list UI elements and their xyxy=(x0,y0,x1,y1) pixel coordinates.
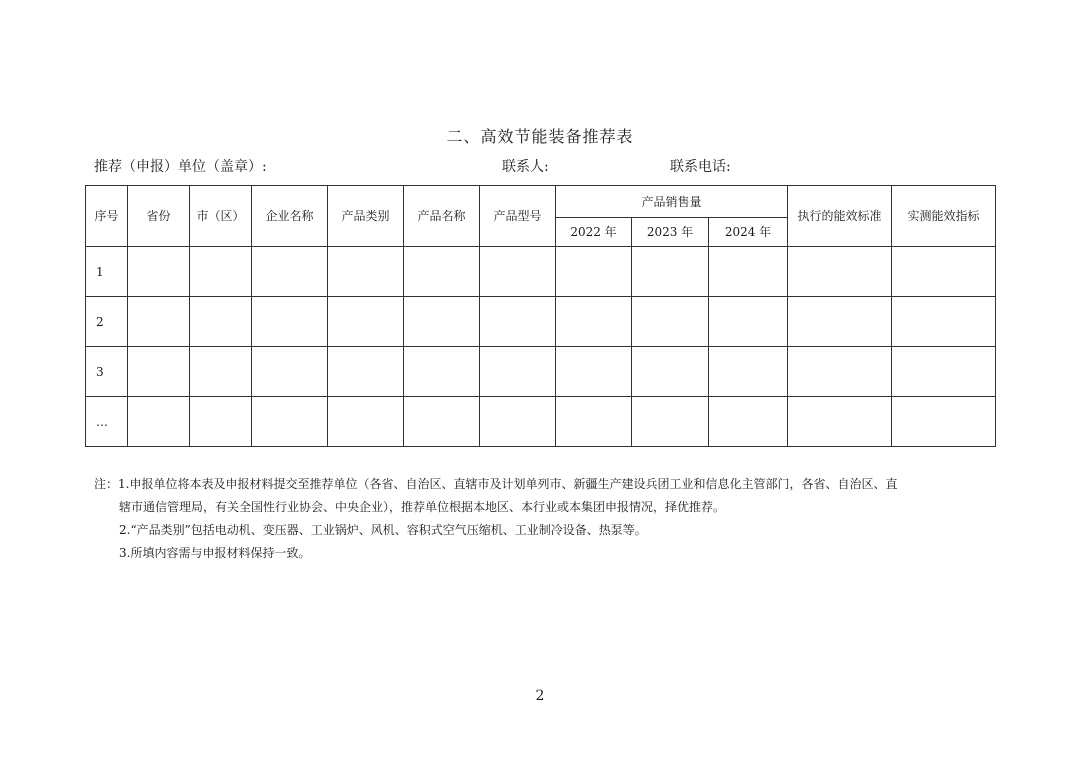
cell xyxy=(328,397,404,447)
cell xyxy=(632,397,709,447)
cell xyxy=(788,297,892,347)
cell xyxy=(480,247,556,297)
cell xyxy=(556,297,632,347)
header-category: 产品类别 xyxy=(328,186,404,247)
cell xyxy=(404,247,480,297)
cell xyxy=(404,347,480,397)
header-province: 省份 xyxy=(128,186,190,247)
cell xyxy=(556,247,632,297)
note-3: 3.所填内容需与申报材料保持一致。 xyxy=(119,546,311,560)
row-seq: 1 xyxy=(86,247,128,297)
note-2: 2.“产品类别”包括电动机、变压器、工业锅炉、风机、容积式空气压缩机、工业制冷设备、热泵等。 xyxy=(119,523,647,537)
cell xyxy=(404,397,480,447)
recommendation-table xyxy=(85,185,996,447)
page-title: 二、高效节能装备推荐表 xyxy=(446,127,634,146)
cell xyxy=(480,297,556,347)
contact-phone-label: 联系电话: xyxy=(670,159,731,175)
recommending-unit-label: 推荐（申报）单位（盖章）: xyxy=(94,159,267,175)
cell xyxy=(128,347,190,397)
cell xyxy=(328,347,404,397)
header-year-2024: 2024 年 xyxy=(709,218,788,247)
cell xyxy=(252,347,328,397)
cell xyxy=(709,347,788,397)
cell xyxy=(252,397,328,447)
page-number: 2 xyxy=(535,688,545,704)
cell xyxy=(892,347,996,397)
contact-person-label: 联系人: xyxy=(502,159,549,175)
header-product-name: 产品名称 xyxy=(404,186,480,247)
cell xyxy=(190,247,252,297)
row-seq: 2 xyxy=(86,297,128,347)
cell xyxy=(632,297,709,347)
cell xyxy=(709,247,788,297)
table-row xyxy=(86,397,996,447)
cell xyxy=(190,347,252,397)
header-city: 市（区） xyxy=(190,186,252,247)
row-seq: 3 xyxy=(86,347,128,397)
cell xyxy=(556,347,632,397)
cell xyxy=(128,247,190,297)
header-seq: 序号 xyxy=(86,186,128,247)
cell xyxy=(128,297,190,347)
table-row xyxy=(86,347,996,397)
cell xyxy=(480,397,556,447)
header-year-2023: 2023 年 xyxy=(632,218,709,247)
cell xyxy=(892,247,996,297)
header-year-2022: 2022 年 xyxy=(556,218,632,247)
cell xyxy=(328,297,404,347)
table-row xyxy=(86,247,996,297)
notes-section xyxy=(94,473,994,565)
header-standard: 执行的能效标准 xyxy=(788,186,892,247)
cell xyxy=(404,297,480,347)
cell xyxy=(788,397,892,447)
row-seq: … xyxy=(86,397,128,447)
note-1: 注：1.申报单位将本表及申报材料提交至推荐单位（各省、自治区、直辖市及计划单列市、新疆生产建设兵团工业和信息化主管部门，各省、自治区、直 xyxy=(94,477,898,491)
cell xyxy=(788,347,892,397)
cell xyxy=(190,397,252,447)
cell xyxy=(252,297,328,347)
header-measured: 实测能效指标 xyxy=(892,186,996,247)
cell xyxy=(892,297,996,347)
note-1-continued: 辖市通信管理局，有关全国性行业协会、中央企业），推荐单位根据本地区、本行业或本集团申报情况，择优推荐。 xyxy=(119,500,726,514)
cell xyxy=(709,297,788,347)
cell xyxy=(328,247,404,297)
cell xyxy=(252,247,328,297)
cell xyxy=(892,397,996,447)
cell xyxy=(632,247,709,297)
cell xyxy=(788,247,892,297)
cell xyxy=(128,397,190,447)
cell xyxy=(556,397,632,447)
header-product-model: 产品型号 xyxy=(480,186,556,247)
table-row xyxy=(86,297,996,347)
cell xyxy=(632,347,709,397)
header-company: 企业名称 xyxy=(252,186,328,247)
cell xyxy=(190,297,252,347)
cell xyxy=(480,347,556,397)
cell xyxy=(709,397,788,447)
header-sales: 产品销售量 xyxy=(556,186,788,218)
